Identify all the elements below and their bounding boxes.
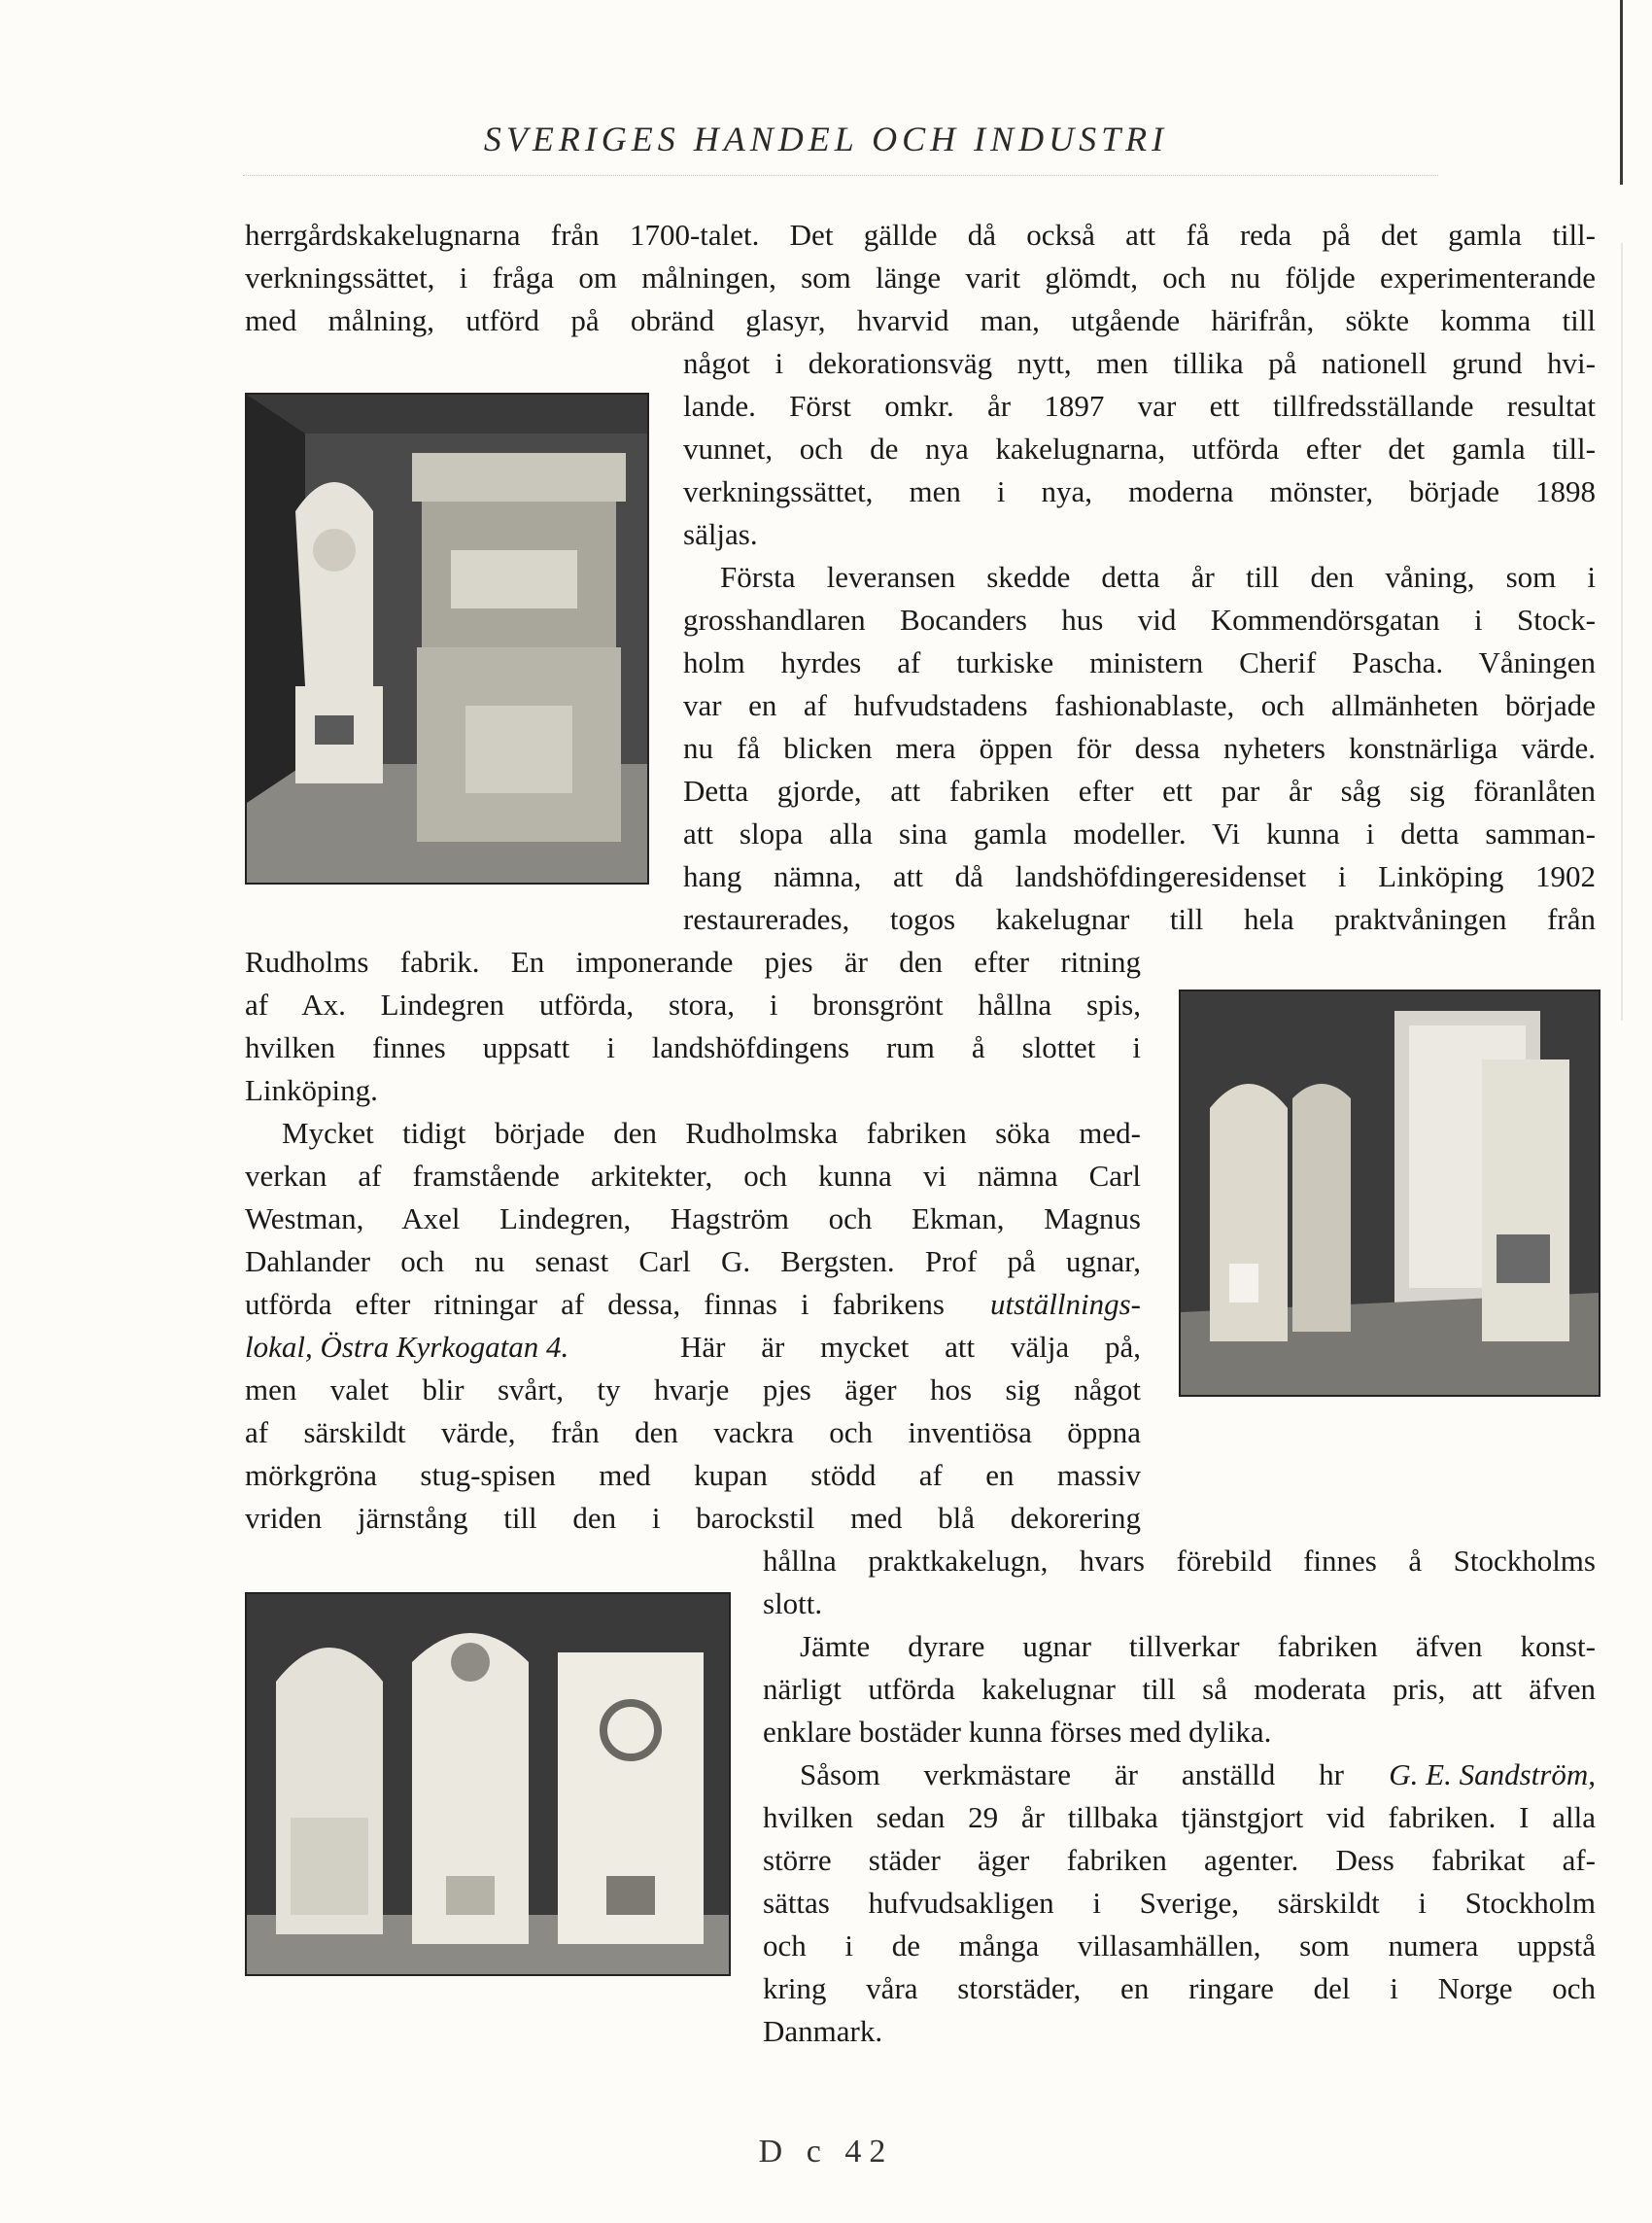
body-line: med målning, utförd på obränd glasyr, hvarvid man, utgående härifrån, sökte komma till xyxy=(245,303,1596,337)
body-line: hang nämna, att då landshöfdingeresidenset i Linköping 1902 xyxy=(683,859,1596,893)
header-rule xyxy=(243,175,1438,177)
body-line: Såsom verkmästare är anställd hr xyxy=(800,1757,1344,1791)
body-line: närligt utförda kakelugnar till så moderata pris, att äfven xyxy=(763,1672,1596,1706)
body-line: restaurerades, togos kakelugnar till hela praktvåningen från xyxy=(683,902,1596,936)
body-line: hvilken finnes uppsatt i landshöfdingens rum å slottet i xyxy=(245,1030,1141,1064)
body-line: Westman, Axel Lindegren, Hagström och Ekman, Magnus xyxy=(245,1201,1141,1235)
body-line: af Ax. Lindegren utförda, stora, i bronsgrönt hållna spis, xyxy=(245,988,1141,1022)
body-line: slott. xyxy=(763,1586,823,1620)
body-line: och i de många villasamhällen, som numera uppstå xyxy=(763,1928,1596,1962)
body-line: grosshandlaren Bocanders hus vid Kommendörsgatan i Stock- xyxy=(683,603,1596,637)
body-line: af särskildt värde, från den vackra och inventiösa öppna xyxy=(245,1415,1141,1449)
stoves-corner-photo xyxy=(245,393,649,885)
body-line: Linköping. xyxy=(245,1073,378,1107)
body-line: utförda efter ritningar af dessa, finnas i fabrikens xyxy=(245,1287,945,1321)
body-line: Danmark. xyxy=(763,2014,883,2048)
body-line: mörkgröna stug-spisen med kupan stödd af en massiv xyxy=(245,1458,1141,1492)
body-line: Första leveransen skedde detta år till den våning, som i xyxy=(720,560,1596,594)
body-line-italic: lokal, Östra Kyrkogatan 4. xyxy=(245,1330,569,1364)
stoves-window-photo xyxy=(1179,990,1600,1397)
body-line: holm hyrdes af turkiske ministern Cherif Pascha. Våningen xyxy=(683,645,1596,679)
body-line: kring våra storstäder, en ringare del i Norge och xyxy=(763,1971,1596,2005)
body-line: större städer äger fabriken agenter. Dess fabrikat af- xyxy=(763,1843,1596,1877)
page-folio: D c 42 xyxy=(758,2134,894,2170)
body-line-italic: G. E. Sandström, xyxy=(1389,1757,1596,1791)
body-line: att slopa alla sina gamla modeller. Vi kunna i detta samman- xyxy=(683,816,1596,851)
body-line: säljas. xyxy=(683,517,758,551)
body-line: verkan af framstående arkitekter, och kunna vi nämna Carl xyxy=(245,1159,1141,1193)
body-line: lande. Först omkr. år 1897 var ett tillfredsställande resultat xyxy=(683,389,1596,423)
body-line: Här är mycket att välja på, xyxy=(680,1330,1141,1364)
body-line: Dahlander och nu senast Carl G. Bergsten. Prof på ugnar, xyxy=(245,1244,1141,1278)
body-line: hvilken sedan 29 år tillbaka tjänstgjort vid fabriken. I alla xyxy=(763,1800,1596,1834)
body-line: var en af hufvudstadens fashionablaste, och allmänheten började xyxy=(683,688,1596,722)
body-line: enklare bostäder kunna förses med dylika. xyxy=(763,1715,1272,1749)
body-line: hållna praktkakelugn, hvars förebild finnes å Stockholms xyxy=(763,1544,1596,1578)
body-line: Detta gjorde, att fabriken efter ett par år såg sig föranlåten xyxy=(683,774,1596,808)
body-line: Rudholms fabrik. En imponerande pjes är den efter ritning xyxy=(245,945,1141,979)
running-head: SVERIGES HANDEL OCH INDUSTRI xyxy=(483,120,1169,158)
body-line: verkningssättet, men i nya, moderna mönster, började 1898 xyxy=(683,474,1596,508)
body-line: Mycket tidigt började den Rudholmska fabriken söka med- xyxy=(282,1116,1141,1150)
body-line: något i dekorationsväg nytt, men tillika på nationell grund hvi- xyxy=(683,346,1596,380)
body-line-italic: utställnings- xyxy=(989,1287,1141,1321)
body-line: verkningssättet, i fråga om målningen, som länge varit glömdt, och nu följde experimenterande xyxy=(245,261,1596,295)
body-line: vriden järnstång till den i barockstil med blå dekorering xyxy=(245,1501,1141,1535)
body-line: nu få blicken mera öppen för dessa nyheters konstnärliga värde. xyxy=(683,731,1596,765)
body-line: vunnet, och de nya kakelugnarna, utförda efter det gamla till- xyxy=(683,432,1596,466)
body-line: sättas hufvudsakligen i Sverige, särskildt i Stockholm xyxy=(763,1886,1596,1920)
body-line: men valet blir svårt, ty hvarje pjes äger hos sig något xyxy=(245,1372,1141,1407)
three-stoves-photo xyxy=(245,1592,731,1976)
body-line: herrgårdskakelugnarna från 1700-talet. Det gällde då också att få reda på det gamla till- xyxy=(245,218,1596,252)
body-line: Jämte dyrare ugnar tillverkar fabriken äfven konst- xyxy=(800,1629,1596,1663)
scan-edge-shadow xyxy=(1621,243,1623,1021)
